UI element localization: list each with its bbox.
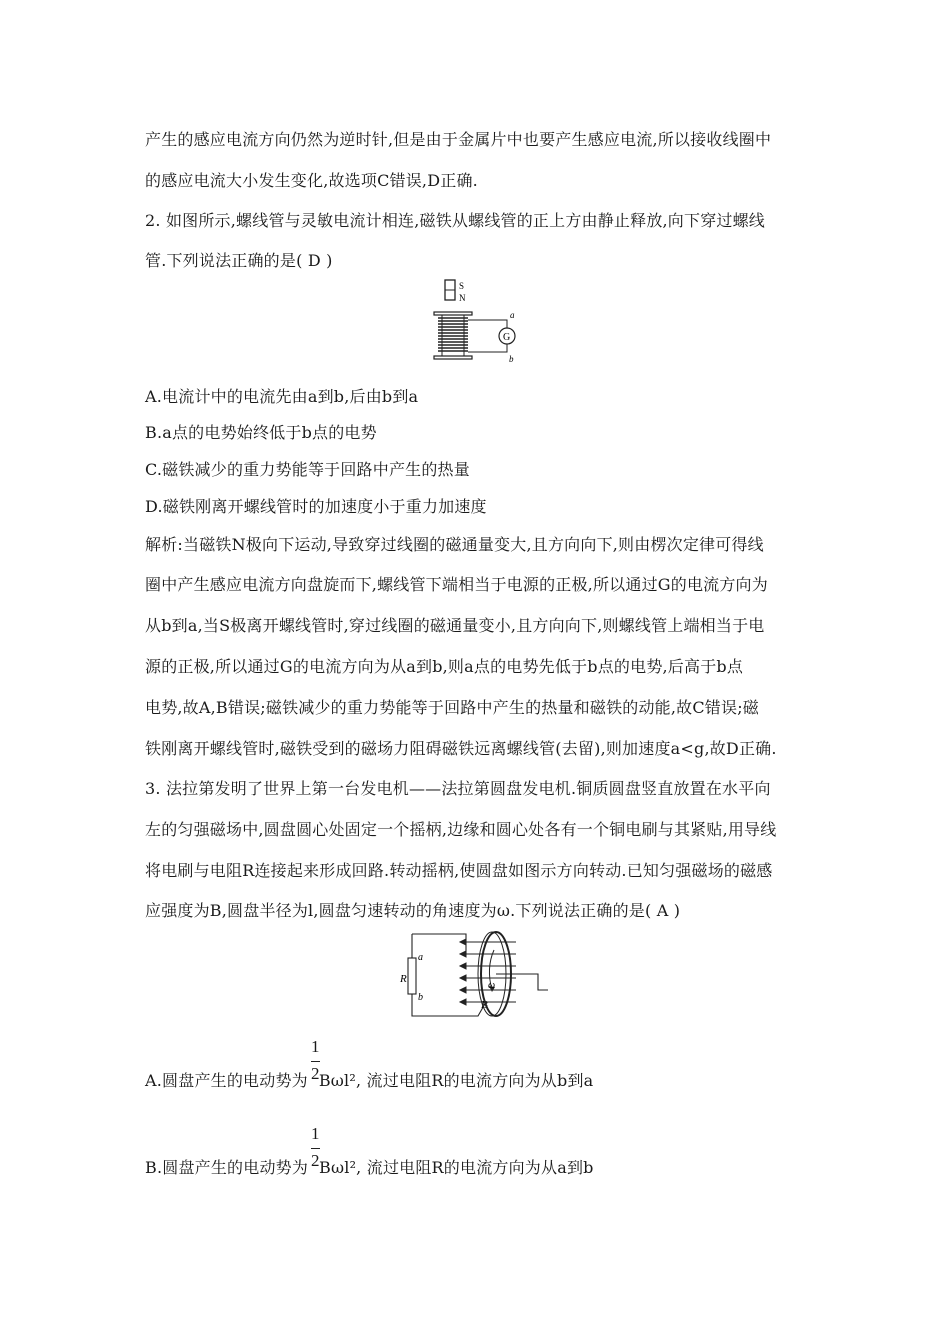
fraction-denominator: 2 bbox=[311, 1064, 320, 1083]
question-2-stem: 管.下列说法正确的是( D ) bbox=[145, 251, 333, 270]
solenoid-figure bbox=[430, 278, 530, 366]
option-b bbox=[145, 1155, 594, 1178]
option-b-prefix: B.圆盘产生的电动势为 bbox=[145, 1158, 309, 1177]
resistor-label: R bbox=[400, 973, 407, 985]
analysis-line: 解析:当磁铁N极向下运动,导致穿过线圈的磁通量变大,且方向向下,则由楞次定律可得线 bbox=[145, 535, 764, 554]
fraction-numerator: 1 bbox=[311, 1037, 320, 1056]
fraction-denominator: 2 bbox=[311, 1151, 320, 1170]
magnet-s-label: S bbox=[459, 281, 465, 291]
text-line: 产生的感应电流方向仍然为逆时针,但是由于金属片中也要产生感应电流,所以接收线圈中 bbox=[145, 130, 772, 149]
option-b: B.a点的电势始终低于b点的电势 bbox=[145, 423, 377, 442]
option-a-suffix: Bωl², 流过电阻R的电流方向为从b到a bbox=[318, 1071, 594, 1090]
analysis-line: 从b到a,当S极离开螺线管时,穿过线圈的磁通量变小,且方向向下,则螺线管上端相当于电 bbox=[145, 616, 765, 635]
option-a: A.电流计中的电流先由a到b,后由b到a bbox=[145, 387, 419, 406]
option-a-prefix: A.圆盘产生的电动势为 bbox=[145, 1071, 308, 1090]
fraction-bar bbox=[311, 1061, 320, 1062]
question-3-stem: 将电刷与电阻R连接起来形成回路.转动摇柄,使圆盘如图示方向转动.已知匀强磁场的磁感 bbox=[145, 861, 773, 880]
analysis-line: 源的正极,所以通过G的电流方向为从a到b,则a点的电势先低于b点的电势,后高于b点 bbox=[145, 657, 744, 676]
option-d: D.磁铁刚离开螺线管时的加速度小于重力加速度 bbox=[145, 497, 487, 516]
disk-generator-figure bbox=[398, 928, 558, 1020]
question-3-stem: 左的匀强磁场中,圆盘圆心处固定一个摇柄,边缘和圆心处各有一个铜电刷与其紧贴,用导线 bbox=[145, 820, 777, 839]
point-b-label: b bbox=[418, 992, 423, 1003]
point-b-label: b bbox=[509, 354, 514, 364]
fraction-bar bbox=[311, 1148, 320, 1149]
analysis-line: 电势,故A,B错误;磁铁减少的重力势能等于回路中产生的热量和磁铁的动能,故C错误;磁 bbox=[145, 698, 759, 717]
point-a-label: a bbox=[510, 310, 515, 320]
option-c: C.磁铁减少的重力势能等于回路中产生的热量 bbox=[145, 460, 470, 479]
fraction-numerator: 1 bbox=[311, 1124, 320, 1143]
field-label: B bbox=[481, 999, 488, 1011]
analysis-line: 铁刚离开螺线管时,磁铁受到的磁场力阻碍磁铁远离螺线管(去留),则加速度a<g,故D正确. bbox=[145, 739, 777, 758]
omega-label: ω bbox=[488, 980, 496, 991]
galvanometer-label: G bbox=[503, 332, 511, 343]
option-b-suffix: Bωl², 流过电阻R的电流方向为从a到b bbox=[319, 1158, 594, 1177]
question-2-stem: 2. 如图所示,螺线管与灵敏电流计相连,磁铁从螺线管的正上方由静止释放,向下穿过螺线 bbox=[145, 211, 766, 230]
analysis-line: 圈中产生感应电流方向盘旋而下,螺线管下端相当于电源的正极,所以通过G的电流方向为 bbox=[145, 575, 768, 594]
text-line: 的感应电流大小发生变化,故选项C错误,D正确. bbox=[145, 171, 478, 190]
option-a bbox=[145, 1068, 593, 1091]
question-3-stem: 应强度为B,圆盘半径为l,圆盘匀速转动的角速度为ω.下列说法正确的是( A ) bbox=[145, 901, 681, 920]
point-a-label: a bbox=[418, 952, 423, 963]
question-3-stem: 3. 法拉第发明了世界上第一台发电机——法拉第圆盘发电机.铜质圆盘竖直放置在水平向 bbox=[145, 779, 771, 798]
magnet-n-label: N bbox=[459, 293, 466, 303]
